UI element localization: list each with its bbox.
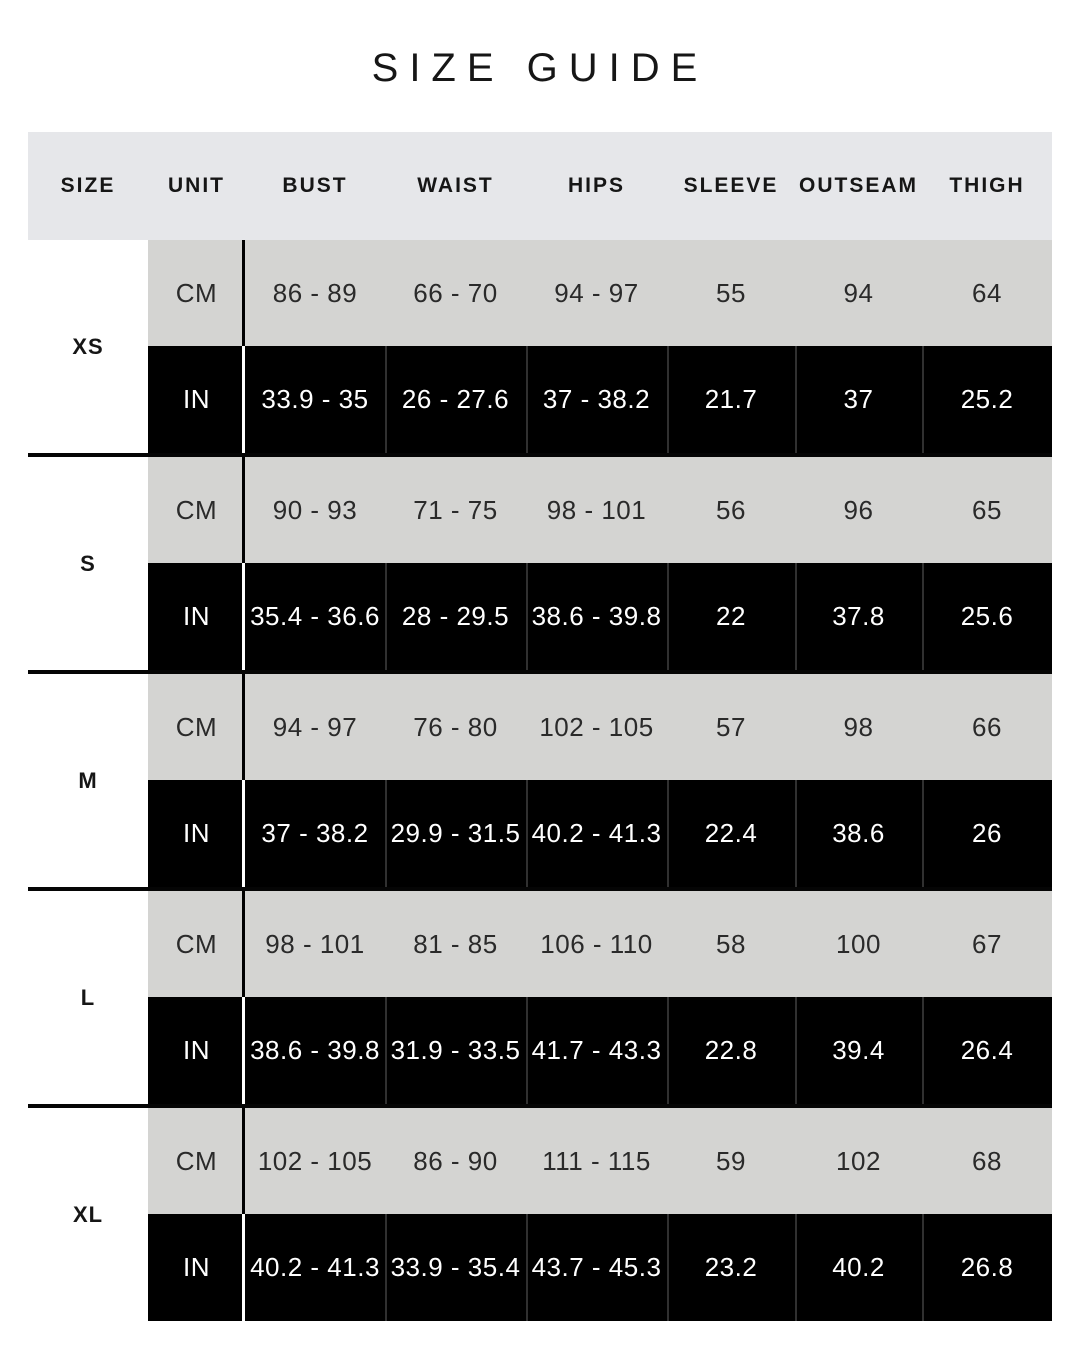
column-header-unit: UNIT xyxy=(168,174,225,197)
column-header-bust: BUST xyxy=(282,174,348,197)
measurement-value: 64 xyxy=(922,240,1052,346)
measurement-value: 38.6 - 39.8 xyxy=(526,563,667,670)
measurement-value: 39.4 xyxy=(795,997,922,1104)
unit-label-cm: CM xyxy=(148,457,245,563)
measurement-value: 86 - 89 xyxy=(245,240,385,346)
unit-label-in: IN xyxy=(148,563,245,670)
size-label: S xyxy=(28,457,148,670)
column-header-sleeve: SLEEVE xyxy=(683,174,779,197)
size-section-xs xyxy=(28,240,1052,457)
measurement-value: 71 - 75 xyxy=(385,457,526,563)
measurement-value: 57 xyxy=(667,674,795,780)
measurement-value: 22.8 xyxy=(667,997,795,1104)
measurement-value: 66 xyxy=(922,674,1052,780)
measurement-value: 37.8 xyxy=(795,563,922,670)
column-header-thigh: THIGH xyxy=(949,174,1025,197)
measurement-value: 37 - 38.2 xyxy=(526,346,667,453)
measurement-value: 40.2 xyxy=(795,1214,922,1321)
measurement-value: 86 - 90 xyxy=(385,1108,526,1214)
measurement-value: 100 xyxy=(795,891,922,997)
measurement-value: 31.9 - 33.5 xyxy=(385,997,526,1104)
measurement-value: 66 - 70 xyxy=(385,240,526,346)
measurement-value: 38.6 - 39.8 xyxy=(245,997,385,1104)
measurement-value: 102 xyxy=(795,1108,922,1214)
measurement-value: 106 - 110 xyxy=(526,891,667,997)
measurement-value: 22.4 xyxy=(667,780,795,887)
measurement-value: 59 xyxy=(667,1108,795,1214)
measurement-value: 55 xyxy=(667,240,795,346)
table-header-row xyxy=(28,132,1052,240)
column-header-size: SIZE xyxy=(60,174,116,197)
measurement-value: 65 xyxy=(922,457,1052,563)
measurement-value: 98 - 101 xyxy=(245,891,385,997)
size-label: M xyxy=(28,674,148,887)
measurement-value: 40.2 - 41.3 xyxy=(526,780,667,887)
measurement-value: 76 - 80 xyxy=(385,674,526,780)
measurement-value: 25.2 xyxy=(922,346,1052,453)
measurement-value: 81 - 85 xyxy=(385,891,526,997)
unit-label-in: IN xyxy=(148,1214,245,1321)
measurement-value: 56 xyxy=(667,457,795,563)
unit-label-cm: CM xyxy=(148,240,245,346)
measurement-value: 29.9 - 31.5 xyxy=(385,780,526,887)
measurement-value: 26 xyxy=(922,780,1052,887)
size-section-l xyxy=(28,891,1052,1108)
measurement-value: 96 xyxy=(795,457,922,563)
measurement-value: 37 - 38.2 xyxy=(245,780,385,887)
measurement-value: 98 - 101 xyxy=(526,457,667,563)
measurement-value: 21.7 xyxy=(667,346,795,453)
measurement-value: 94 xyxy=(795,240,922,346)
measurement-value: 23.2 xyxy=(667,1214,795,1321)
measurement-value: 67 xyxy=(922,891,1052,997)
column-header-waist: WAIST xyxy=(417,174,494,197)
page-title: SIZE GUIDE xyxy=(371,46,709,90)
measurement-value: 33.9 - 35.4 xyxy=(385,1214,526,1321)
measurement-value: 58 xyxy=(667,891,795,997)
column-header-hips: HIPS xyxy=(567,174,625,197)
unit-label-in: IN xyxy=(148,346,245,453)
size-section-m xyxy=(28,674,1052,891)
column-header-outseam: OUTSEAM xyxy=(799,174,918,197)
size-label: L xyxy=(28,891,148,1104)
measurement-value: 41.7 - 43.3 xyxy=(526,997,667,1104)
measurement-value: 68 xyxy=(922,1108,1052,1214)
size-section-xl xyxy=(28,1108,1052,1321)
unit-label-cm: CM xyxy=(148,891,245,997)
measurement-value: 37 xyxy=(795,346,922,453)
measurement-value: 98 xyxy=(795,674,922,780)
measurement-value: 28 - 29.5 xyxy=(385,563,526,670)
unit-label-cm: CM xyxy=(148,674,245,780)
measurement-value: 111 - 115 xyxy=(526,1108,667,1214)
unit-label-in: IN xyxy=(148,780,245,887)
size-label: XS xyxy=(28,240,148,453)
measurement-value: 26.4 xyxy=(922,997,1052,1104)
measurement-value: 25.6 xyxy=(922,563,1052,670)
measurement-value: 40.2 - 41.3 xyxy=(245,1214,385,1321)
measurement-value: 102 - 105 xyxy=(245,1108,385,1214)
size-guide-table xyxy=(28,132,1052,1321)
measurement-value: 33.9 - 35 xyxy=(245,346,385,453)
measurement-value: 26.8 xyxy=(922,1214,1052,1321)
measurement-value: 38.6 xyxy=(795,780,922,887)
unit-label-in: IN xyxy=(148,997,245,1104)
measurement-value: 94 - 97 xyxy=(526,240,667,346)
size-section-s xyxy=(28,457,1052,674)
measurement-value: 90 - 93 xyxy=(245,457,385,563)
measurement-value: 102 - 105 xyxy=(526,674,667,780)
measurement-value: 43.7 - 45.3 xyxy=(526,1214,667,1321)
unit-label-cm: CM xyxy=(148,1108,245,1214)
measurement-value: 35.4 - 36.6 xyxy=(245,563,385,670)
measurement-value: 94 - 97 xyxy=(245,674,385,780)
measurement-value: 26 - 27.6 xyxy=(385,346,526,453)
size-label: XL xyxy=(28,1108,148,1321)
measurement-value: 22 xyxy=(667,563,795,670)
table-body xyxy=(28,240,1052,1321)
